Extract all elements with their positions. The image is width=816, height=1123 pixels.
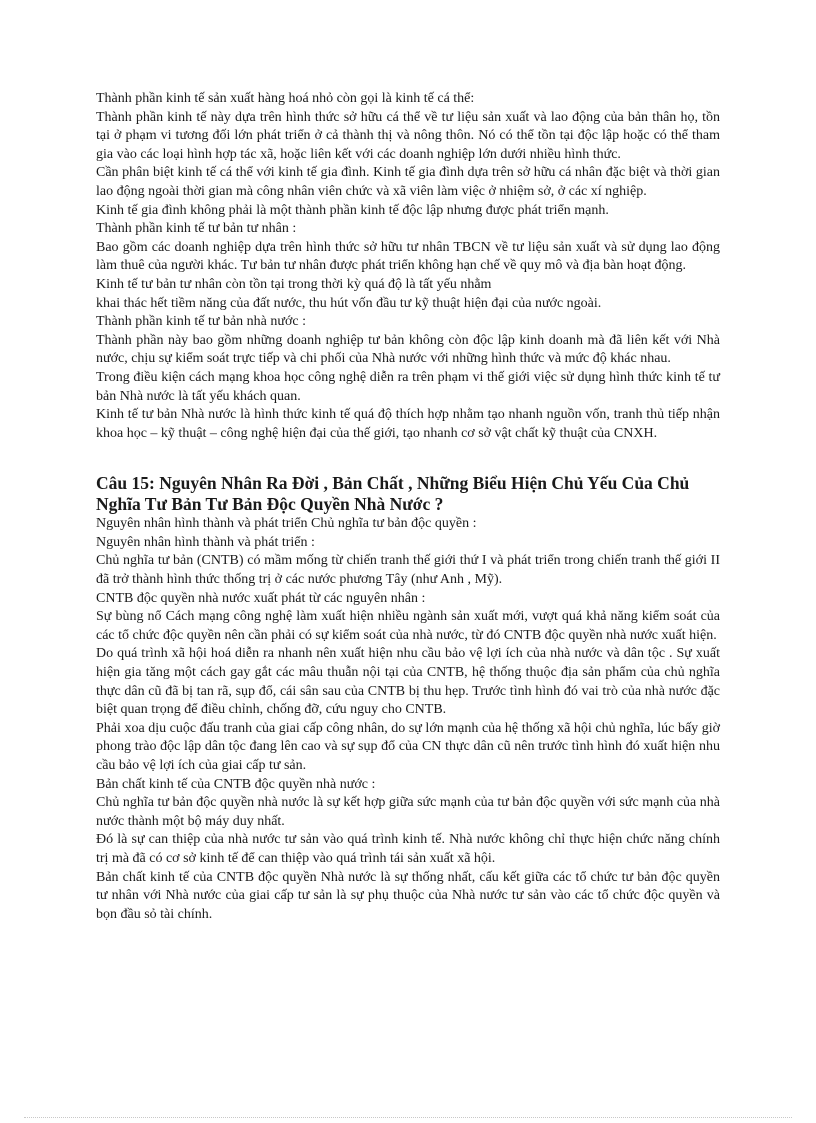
section-question-15 [96,473,720,924]
paragraph: Thành phần kinh tế sản xuất hàng hoá nhỏ còn gọi là kinh tế cá thể: [96,91,475,106]
paragraph: Phải xoa dịu cuộc đấu tranh của giai cấp công nhân, do sự lớn mạnh của hệ thống xã hội chủ nghĩa, lúc bấy giờ phong trào độc lập dân tộc đang lên cao và sự sụp đổ của CN thực dân cũ nên trước tình hình đó xuất hiện nhu cầu bảo vệ lợi ích của giai cấp tư sản. [96,720,720,773]
paragraph: Bản chất kinh tế của CNTB độc quyền nhà nước : [96,776,376,792]
paragraph: Thành phần kinh tế này dựa trên hình thức sở hữu cá thể về tư liệu sản xuất và lao động của bản thân họ, tồn tại ở phạm vi tương đối lớn phát triển ở cả thành thị và nông thôn. Nó có thể tồn tại độc lập hoặc có thể tham gia vào các loại hình hợp tác xã, hoặc liên kết với các doanh nghiệp lớn dưới nhiều hình thức. [96,109,720,162]
page-bottom-divider [24,1117,792,1118]
paragraph: Đó là sự can thiệp của nhà nước tư sản vào quá trình kinh tế. Nhà nước không chỉ thực hiện chức năng chính trị mà đã có cơ sở kinh tế để can thiệp vào quá trình tái sản xuất xã hội. [96,832,720,866]
paragraph: CNTB độc quyền nhà nước xuất phát từ các nguyên nhân : [96,590,426,606]
paragraph: Cần phân biệt kinh tế cá thể với kinh tế gia đình. Kinh tế gia đình dựa trên sở hữu cá nhân đặc biệt và thời gian lao động ngoài thời gian mà công nhân viên chức và xã viên làm việc ở nhiệm sở, ở các xí nghiệp. [96,165,720,199]
paragraph: Kinh tế gia đình không phải là một thành phần kinh tế độc lập nhưng được phát triển mạnh. [96,202,609,218]
paragraph: khai thác hết tiềm năng của đất nước, thu hút vốn đầu tư kỹ thuật hiện đại của nước ngoài. [96,295,602,311]
paragraph: Bao gồm các doanh nghiệp dựa trên hình thức sở hữu tư nhân TBCN về tư liệu sản xuất và sử dụng lao động làm thuê của người khác. Tư bản tư nhân được phát triển không hạn chế về quy mô và địa bàn hoạt động. [96,239,720,274]
section-economic-sectors [96,90,720,443]
paragraph: Kinh tế tư bản Nhà nước là hình thức kinh tế quá độ thích hợp nhằm tạo nhanh nguồn vốn, tranh thủ tiếp nhận khoa học – kỹ thuật – công nghệ hiện đại của thế giới, tạo nhanh cơ sở vật chất kỹ thuật của CNXH. [96,407,720,441]
document-page [96,90,720,924]
paragraph: Bản chất kinh tế của CNTB độc quyền Nhà nước là sự thống nhất, cấu kết giữa các tổ chức tư bản độc quyền tư nhân với Nhà nước của giai cấp tư sản là sự phụ thuộc của Nhà nước tư sản vào các tổ chức độc quyền và bọn đầu sỏ tài chính. [96,869,720,922]
paragraph: Nguyên nhân hình thành và phát triển Chủ nghĩa tư bản độc quyền : [96,516,477,532]
section-heading: Câu 15: Nguyên Nhân Ra Đời , Bản Chất , Những Biểu Hiện Chủ Yếu Của Chủ Nghĩa Tư Bản Tư Bản Độc Quyền Nhà Nước ? [96,473,690,515]
paragraph: Trong điều kiện cách mạng khoa học công nghệ diễn ra trên phạm vi thế giới việc sử dụng hình thức kinh tế tư bản Nhà nước là tất yếu khách quan. [96,369,720,404]
paragraph: Chủ nghĩa tư bản (CNTB) có mầm mống từ chiến tranh thế giới thứ I và phát triển trong chiến tranh thế giới II đã trở thành hình thức thống trị ở các nước phương Tây (như Anh , Mỹ). [96,553,720,588]
paragraph: Thành phần kinh tế tư bản tư nhân : [96,221,297,237]
paragraph: Sự bùng nổ Cách mạng công nghệ làm xuất hiện nhiều ngành sản xuất mới, vượt quá khả năng kiểm soát của các tổ chức độc quyền nên cần phải có sự kiểm soát của nhà nước, từ đó CNTB độc quyền nhà nước xuất hiện. [96,609,720,643]
paragraph: Thành phần này bao gồm những doanh nghiệp tư bản không còn độc lập kinh doanh mà đã liên kết với Nhà nước, chịu sự kiểm soát trực tiếp và chi phối của Nhà nước với những hình thức và mức độ khác nhau. [96,332,720,367]
paragraph: Kinh tế tư bản tư nhân còn tồn tại trong thời kỳ quá độ là tất yếu nhằm [96,276,492,292]
paragraph: Chủ nghĩa tư bản độc quyền nhà nước là sự kết hợp giữa sức mạnh của tư bản độc quyền với sức mạnh của nhà nước thành một bộ máy duy nhất. [96,795,720,829]
paragraph: Do quá trình xã hội hoá diễn ra nhanh nên xuất hiện nhu cầu bảo vệ lợi ích của nhà nước và dân tộc . Sự xuất hiện gia tăng một cách gay gắt các mâu thuẫn nội tại của CNTB, hệ thống thuộc địa sản phẩm của chủ nghĩa thực dân cũ đã bị tan rã, sụp đổ, cái sân sau của CNTB bị thu hẹp. Trước tình hình đó vai trò của nhà nước đặc biệt quan trọng để điều chỉnh, chống đỡ, cứu nguy cho CNTB. [96,646,720,718]
paragraph: Thành phần kinh tế tư bản nhà nước : [96,314,306,330]
paragraph: Nguyên nhân hình thành và phát triển : [96,534,315,550]
